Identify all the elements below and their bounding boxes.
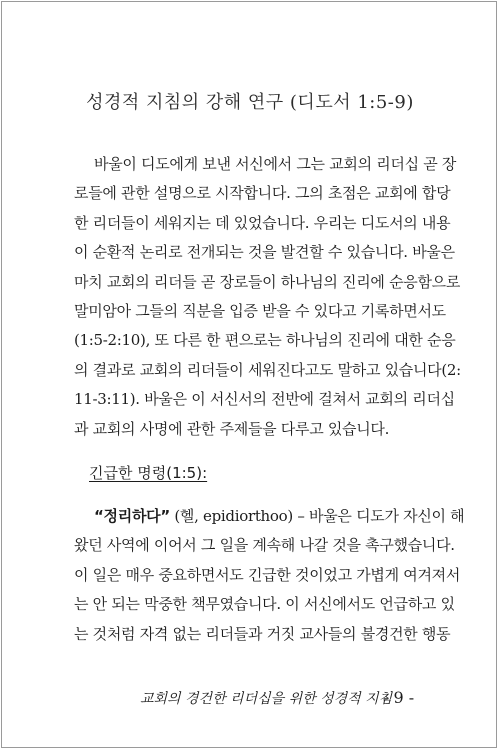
greek-term: “정리하다” [94, 507, 170, 525]
intro-paragraph [74, 150, 461, 444]
page-number: - 9 - [383, 688, 415, 707]
intro-line: 한 리더들이 세워지는 데 있었습니다. 우리는 디도서의 내용 [74, 213, 451, 232]
detail-line: 왔던 사역에 이어서 그 일을 계속해 나갈 것을 촉구했습니다. [74, 536, 455, 555]
detail-line: 는 것처럼 자격 없는 리더들과 거짓 교사들의 불경건한 행동 [74, 624, 451, 643]
detail-line: 는 안 되는 막중한 책무였습니다. 이 서신에서도 언급하고 있 [74, 595, 455, 614]
intro-line: 로들에 관한 설명으로 시작합니다. 그의 초점은 교회에 합당 [74, 184, 451, 203]
detail-first-line [74, 502, 465, 531]
intro-line: (1:5-2:10), 또 다른 한 편으로는 하나님의 진리에 대한 순응 [74, 331, 456, 350]
intro-line: 과 교회의 사명에 관한 주제들을 다루고 있습니다. [74, 419, 390, 438]
page-footer [0, 688, 500, 712]
detail-line: 이 일은 매우 중요하면서도 긴급한 것이었고 가볍게 여겨져서 [74, 565, 461, 584]
intro-line: 말미암아 그들의 직분을 입증 받을 수 있다고 기록하면서도 [74, 301, 446, 320]
intro-line: 의 결과로 교회의 리더들이 세워진다고도 말하고 있습니다(2: [74, 360, 461, 379]
intro-line: 이 순환적 논리로 전개되는 것을 발견할 수 있습니다. 바울은 [74, 243, 455, 262]
section-heading: 긴급한 명령(1:5): [89, 464, 208, 482]
intro-line: 마치 교회의 리더들 곧 장로들이 하나님의 진리에 순응함으로 [74, 272, 461, 291]
intro-line: 11-3:11). 바울은 이 서신서의 전반에 걸쳐서 교회의 리더십 [74, 390, 455, 409]
page-title: 성경적 지침의 강해 연구 (디도서 1:5-9) [86, 92, 414, 113]
detail-paragraph [74, 502, 465, 649]
running-title: 교회의 경건한 리더십을 위한 성경적 지침 [140, 691, 393, 707]
intro-line: 바울이 디도에게 보낸 서신에서 그는 교회의 리더십 곧 장 [94, 155, 457, 173]
detail-first-line-rest: (헬, epidiorthoo) – 바울은 디도가 자신이 해 [169, 507, 465, 525]
